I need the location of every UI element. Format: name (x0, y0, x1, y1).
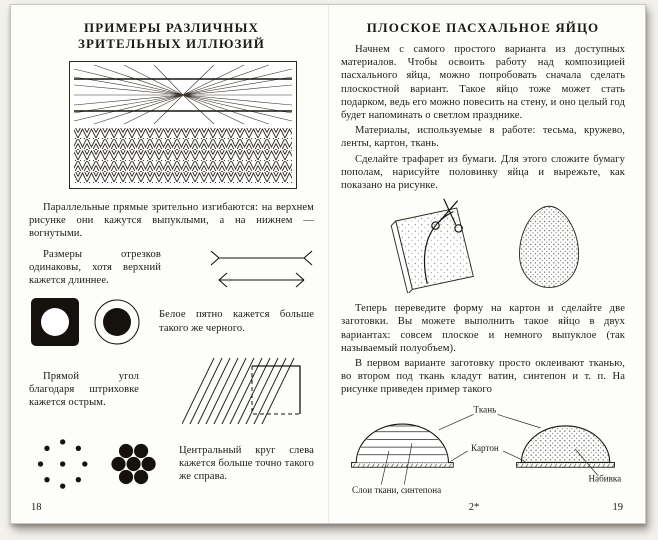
right-paragraph-blanks: Теперь переведите форму на картон и сделайте две заготовки. Вы можете выполнить такое яйцо в двух вариантах: совсем плоское и немного выпуклое (так называемый полуобъем). (341, 303, 625, 354)
folded-paper (391, 208, 473, 293)
label-stuffing: Набивка (588, 473, 622, 484)
cross-section-figure (341, 401, 625, 502)
white-spot-row (29, 296, 314, 348)
hering-illusion-figure (69, 61, 296, 194)
label-fabric: Ткань (473, 404, 497, 415)
white-spot-caption: Белое пятно кажется больше такого же черного. (159, 309, 314, 334)
page-right (328, 5, 645, 523)
paper-template-figure (341, 197, 625, 298)
hering-illusion-svg (69, 61, 297, 189)
left-paragraph-parallel: Параллельные прямые зрительно изгибаются: на верхнем рисунке они кажутся выпуклыми, а на нижнем — вогнутыми. (29, 202, 314, 240)
egg-shape (519, 206, 578, 287)
right-paragraph-intro: Начнем с самого простого варианта из доступных материалов. Чтобы освоить работу над композицией пасхального яйца, можно попробовать сначала сделать плоскостной вариант. Такое яйцо тоже может стать подарком, ведь его можно повесить на стену, и оно целый год будет напоминать о светлом празднике. (341, 44, 625, 122)
left-paragraph-angle: Прямой угол благодаря штриховке кажется острым. (29, 370, 139, 409)
angle-row (29, 354, 314, 426)
page-left (11, 5, 328, 523)
right-page-footer (341, 502, 625, 513)
muller-lyer-arrows-figure (209, 246, 314, 290)
herringbone-pattern (74, 128, 292, 183)
square-solid-sides (252, 366, 300, 414)
left-page-title (29, 20, 314, 52)
circles-caption: Центральный круг слева кажется больше точно такого же справа. (179, 444, 314, 483)
left-title-line1: ПРИМЕРЫ РАЗЛИЧНЫХ (84, 20, 259, 35)
left-title-line2: ЗРИТЕЛЬНЫХ ИЛЛЮЗИЙ (78, 36, 265, 51)
paper-template-svg (366, 197, 601, 293)
stuffed-egg-section (517, 426, 615, 467)
segments-row (29, 246, 314, 290)
right-paragraph-stencil: Сделайте трафарет из бумаги. Для этого сложите бумагу пополам, нарисуйте половинку яйца и вырежьте, как показано на рисунке. (341, 153, 625, 192)
square-dashed-sides (252, 366, 300, 414)
right-paragraph-materials: Материалы, используемые в работе: тесьма, кружево, ленты, картон, ткань. (341, 125, 625, 150)
right-page-title: ПЛОСКОЕ ПАСХАЛЬНОЕ ЯЙЦО (366, 20, 600, 35)
layered-egg-section (351, 424, 453, 467)
right-paragraph-variants: В первом варианте заготовку просто оклеивают тканью, во втором под ткань кладут ватин, синтепон и т. п. На рисунке приведен пример такого (341, 358, 625, 396)
right-page-number: 19 (612, 501, 623, 513)
book-spread (10, 4, 646, 524)
label-cardboard: Картон (471, 442, 499, 453)
label-layers: Слои ткани, синтепона (352, 484, 442, 495)
left-paragraph-segments: Размеры отрезков одинаковы, хотя верхний кажется длиннее. (29, 248, 161, 287)
left-page-number: 18 (31, 502, 42, 513)
circles-size-figure (29, 432, 169, 496)
cross-section-svg (342, 401, 624, 497)
hatching-angle-figure (182, 354, 314, 426)
circles-row (29, 432, 314, 496)
white-spot-figure (29, 296, 147, 348)
signature-mark: 2* (468, 501, 480, 513)
